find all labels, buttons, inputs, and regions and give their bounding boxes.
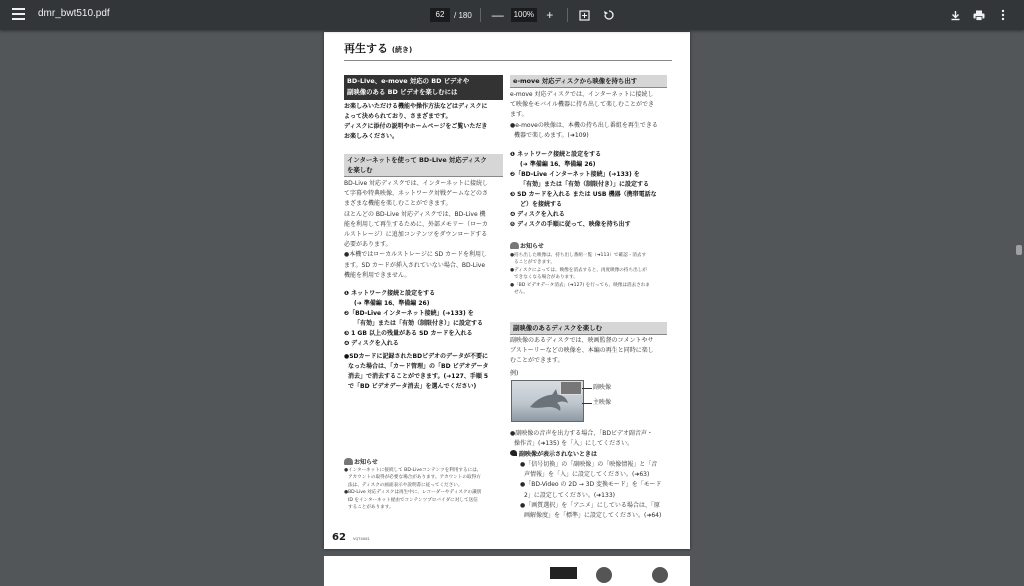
bd-live-section-text: BD-Live 対応ディスクでは、インターネットに接続し て字幕や特典映像、ネットワーク対戦ゲームなどのさ まざまな機能を楽しむことができます。 ほとんどの BD-Live 対応ディスクでは、BD-Live 機 能を利用して再生するために、外部メモリー（ローカ ルストレージ）に追加コンテンツをダウンロードする 必要があります。 ●本機ではローカルストレージに SD カードを利用し ます。SD カードが挿入されていない場合、BD-Live 機能を利用できません。 — [344, 180, 489, 279]
more-vert-icon[interactable] — [994, 6, 1012, 24]
left-notes: ●インターネットに接続して BD-Liveコンテンツを利用するには、 アカウントの取得が必要な場合があります。アカウントの取得方 法は、ディスクの画面表示や説明書に従ってください。 ●BD-Live 対応ディスクは再生中に、レコーダーやディスクの識別 ID をインターネット経由でコンテンツプロバイダに対して送信 することがあります。 — [344, 468, 482, 511]
pdf-page — [324, 32, 690, 549]
next-pdf-page — [324, 556, 690, 586]
next-page-black-tab — [550, 567, 577, 579]
next-page-disc-icon — [652, 567, 668, 583]
sub-audio-note: ●副映像の音声を出力する場合、「BDビデオ副音声・ 操作音」(➜135) を「入」にしてください。 — [510, 430, 653, 448]
scroll-thumb[interactable] — [1016, 245, 1022, 255]
toolbar-actions — [946, 6, 1012, 24]
left-note-heading: お知らせ — [344, 457, 378, 466]
emove-section-heading: e-move 対応ディスクから映像を持ち出す — [510, 75, 667, 88]
emove-text: e-move 対応ディスクでは、インターネットに接続し て映像をモバイル機器に持ち出して楽しむことができ ます。 ●e-moveの映像は、本機の持ち出し番組を再生できる 機器で楽しめます。(➜109) — [510, 91, 658, 139]
page-number-input[interactable]: 62 — [430, 8, 450, 22]
page-title: 再生する (続き) — [344, 42, 413, 55]
zoom-input[interactable]: 100% — [511, 8, 537, 22]
emove-notes: ●持ち出した映像は、持ち出し番組一覧（➜113）で確認・消去す ることができます。 ●ディスクによっては、映像を消去すると、再度映像の持ち出しが できなくなる場合があります。 ●「BD ビデオデータ消去」(➜127) を行っても、映像は消去されま せん。 — [510, 253, 650, 296]
troubleshoot-icon — [510, 450, 517, 456]
page-number: 62 — [332, 532, 346, 543]
next-page-disc-icon — [596, 567, 612, 583]
bd-live-steps: ❶ ネットワーク接続と設定をする (➜ 準備編 16、準備編 26) ❷「BD-Live インターネット接続」(➜133) を 「有効」または「有効（制限付き）」に設定する ❸ 1 GB 以上の残量がある SD カードを入れる ❹ ディスクを入れる — [344, 290, 484, 347]
fit-page-icon[interactable] — [576, 6, 594, 24]
page-code: VQT4X61 — [353, 537, 370, 541]
rotate-icon[interactable] — [600, 6, 618, 24]
pdf-toolbar — [0, 0, 1024, 30]
example-label: 例) — [510, 370, 519, 377]
main-video-label: 主映像 — [593, 399, 612, 406]
menu-icon[interactable] — [12, 8, 25, 22]
right-note-heading: お知らせ — [510, 241, 544, 250]
sub-video-leader — [582, 388, 592, 389]
emove-steps: ❶ ネットワーク接続と設定をする (➜ 準備編 16、準備編 26) ❷「BD-Live インターネット接続」(➜133) を 「有効」または「有効（制限付き）」に設定する ❸ SD カードを入れる または USB 機器（携帯電話な ど）を接続する ❹ ディスクを入れる ❺ ディスクの手順に従って、映像を持ち出す — [510, 151, 657, 228]
toolbar-divider — [567, 8, 568, 22]
document-title: dmr_bwt510.pdf — [38, 8, 110, 19]
main-video-leader — [582, 403, 592, 404]
sd-card-note: ●SDカードに記録されたBDビデオのデータが不要に なった場合は、「カード管理」の「BD ビデオデータ 消去」で消去することができます。(➜127、手順 5 で「BD ビデオデータ消去」を選んでください) — [344, 353, 489, 390]
sub-video-text: 副映像のあるディスクでは、映画監督のコメントやサ ブストーリーなどの映像を、本編の再生と同時に楽し むことができます。 — [510, 337, 654, 365]
intro-heading-box: BD-Live、e-move 対応の BD ビデオや 副映像のある BD ビデオを楽しむには — [344, 75, 503, 100]
toolbar-divider — [480, 8, 481, 22]
bd-live-section-heading: インターネットを使って BD-Live 対応ディスク を楽しむ — [344, 154, 503, 177]
troubleshoot-list: ●「信号切換」の「副映像」の「映像情報」と「音 声情報」を「入」に設定してください。(➜63) ●「BD-Video の 2D → 3D 変換モード」を「モード 2」に設定してください。(➜133) ●「画質選択」を「アニメ」にしている場合は、「原 画解像度」を「標準」に設定してください。(➜64) — [520, 461, 662, 520]
zoom-out-button[interactable]: — — [491, 8, 504, 22]
download-icon[interactable] — [946, 6, 964, 24]
page-controls — [430, 6, 618, 24]
sub-video-section-heading: 副映像のあるディスクを楽しむ — [510, 322, 667, 335]
vertical-scrollbar[interactable] — [1014, 30, 1024, 576]
zoom-in-button[interactable]: + — [546, 8, 554, 22]
note-icon — [344, 458, 353, 465]
print-icon[interactable] — [970, 6, 988, 24]
sub-video-label: 副映像 — [593, 384, 612, 391]
page-total: / 180 — [454, 10, 472, 20]
title-rule — [344, 60, 672, 61]
troubleshoot-heading: 副映像が表示されないときは — [510, 450, 597, 460]
sub-video-inset — [560, 381, 582, 395]
intro-text: お楽しみいただける機能や操作方法などはディスクに よって決められており、さまざまです。 ディスクに添付の説明やホームページをご覧いただき お楽しみください。 — [344, 103, 488, 140]
note-icon — [510, 242, 519, 249]
